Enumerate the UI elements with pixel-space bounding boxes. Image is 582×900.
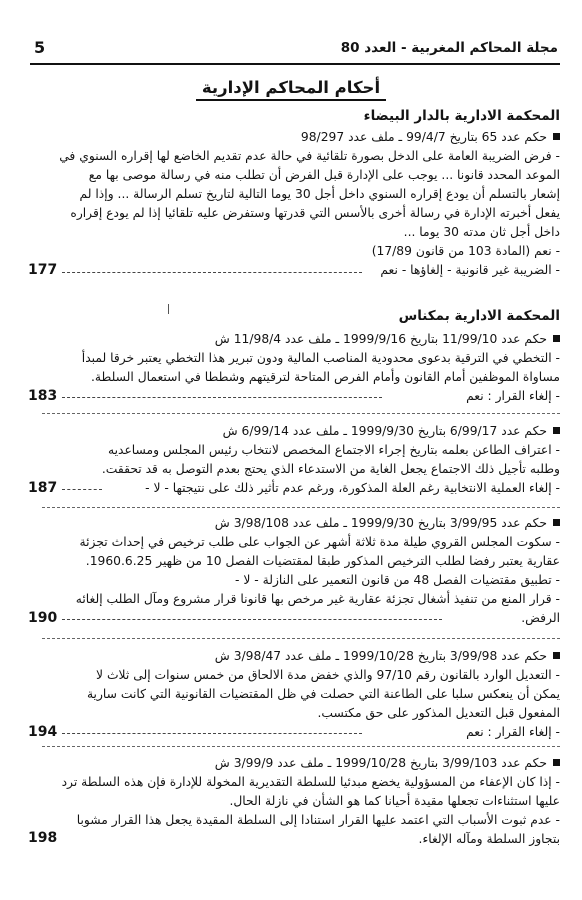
ruling-text: - نعم (المادة 103 من قانون 17/89) [371,244,560,258]
leader-dots [62,397,382,398]
leader-dots [62,272,362,273]
ruling-text: - تطبيق مقتضيات الفصل 48 من قانون التعمير على النازلة - لا - [234,573,560,587]
ruling-text: - الضريبة غير قانونية - إلغاؤها - نعم [380,263,560,277]
ruling-header: حكم عدد 6/99/17 بتاريخ 1999/9/30 ـ ملف عدد 6/99/14 ش [108,422,560,441]
stray-mark [168,304,169,314]
entry-divider [42,746,560,747]
ruling-entry [28,330,560,410]
page-number: 5 [34,38,46,57]
ruling-text: - عدم ثبوت الأسباب التي اعتمد عليها القرار استنادا إلى السلطة المقيدة يجعل هذا القرار مشوبا [76,813,560,827]
ruling-text: يفعل أخبرته الإدارة في رسالة أخرى بالأسس التي قدرتها وستفرض عليه تلقائيا إذا لم يودع إقراره [70,206,560,220]
ruling-text: داخل أجل ثان مدته 30 يوما ... [403,225,560,239]
page-reference: 177 [28,262,58,278]
entry-divider [42,507,560,508]
ruling-entry [28,422,560,502]
ruling-header: حكم عدد 3/99/95 بتاريخ 1999/9/30 ـ ملف عدد 3/98/108 ش [108,514,560,533]
page-reference: 194 [28,724,58,740]
leader-dots [62,489,102,490]
ruling-entry [28,754,560,864]
bullet-icon [553,427,560,434]
entry-divider [42,638,560,639]
bullet-icon [553,652,560,659]
ruling-entry [28,647,560,747]
bullet-icon [553,335,560,342]
ruling-text: إشعار بالتسلم أن يودع إقراره السنوي داخل أجل 30 يوما التالية لتاريخ تسلم الرسالة ... وإذا لم [79,187,560,201]
leader-dots [62,619,442,620]
ruling-text: - إلغاء القرار : نعم [466,725,560,739]
ruling-header: حكم عدد 65 بتاريخ 99/4/7 ـ ملف عدد 98/297 [108,128,560,147]
ruling-header: حكم عدد 11/99/10 بتاريخ 1999/9/16 ـ ملف عدد 11/98/4 ش [108,330,560,349]
bullet-icon [553,133,560,140]
ruling-text: - قرار المنع من تنفيذ أشغال تجزئة عقارية غير مرخص بها قانونا قرار مشروع ومآل الطلب إلغائه [75,592,560,606]
ruling-text: - اعتراف الطاعن بعلمه بتاريخ إجراء الاجتماع المخصص لانتخاب رئيس المجلس ومساعديه [108,443,560,457]
ruling-header: حكم عدد 3/99/98 بتاريخ 1999/10/28 ـ ملف عدد 3/98/47 ش [108,647,560,666]
bullet-icon [553,759,560,766]
page-title: أحكام المحاكم الإدارية [0,78,582,97]
ruling-text: وطلبه تأجيل ذلك الاجتماع يجعل الغاية من الاستدعاء الذي يحتج بعدم التوصل به قد تحققت. [101,462,560,476]
leader-dots [62,733,362,734]
court-heading: المحكمة الادارية بمكناس [398,308,560,324]
ruling-text: - فرض الضريبة العامة على الدخل بصورة تلقائية في حالة عدم تقديم الخاضع لها إقراره السنوي في [59,149,560,163]
ruling-text: عليها استثناءات تجعلها مقيدة أحيانا كما هو الشأن في نازلة الحال. [229,794,560,808]
page-reference: 190 [28,610,58,626]
ruling-header: حكم عدد 3/99/103 بتاريخ 1999/10/28 ـ ملف عدد 3/99/9 ش [108,754,560,773]
ruling-text: - إذا كان الإعفاء من المسؤولية يخضع مبدئيا للسلطة التقديرية المخولة للإدارة فإن هذه السلطة ترد [61,775,560,789]
page-reference: 187 [28,480,58,496]
ruling-entry [28,514,560,632]
ruling-text: - التخطي في الترقية بدعوى محدودية المناصب المالية ودون تبرير هذا التخطي يعتبر خرقا لمبدأ [81,351,560,365]
ruling-text: الرفض. [521,611,560,625]
ruling-text: بتجاوز السلطة ومآله الإلغاء. [418,832,560,846]
page-reference: 198 [28,830,58,846]
page-reference: 183 [28,388,58,404]
journal-title: مجلة المحاكم المغربية - العدد 80 [340,40,558,56]
ruling-text: الموعد المحدد قانونا ... يوجب على الإدارة قبل الفرض أن تطلب منه في رسالة موصى بها مع [88,168,560,182]
header-rule [30,63,560,65]
ruling-text: - سكوت المجلس القروي طيلة مدة ثلاثة أشهر عن الجواب على طلب ترخيص في إحداث تجزئة [79,535,560,549]
ruling-text: المفعول قبل التعديل المذكور على حق مكتسب. [317,706,560,720]
ruling-text: عقارية يعتبر رفضا لطلب الترخيص المذكور طبقا لمقتضيات الفصل 10 من ظهير 1960.6.25. [85,554,560,568]
ruling-text: يمكن أن ينعكس سلبا على الطاعنة التي حصلت في ظل المقتضيات القانونية التي كانت سارية [86,687,560,701]
entry-divider [42,413,560,414]
ruling-entry [28,128,560,298]
ruling-text: - التعديل الوارد بالقانون رقم 97/10 والذي خفض مدة الالحاق من خمس سنوات إلى ثلاث لا [96,668,560,682]
ruling-text: - إلغاء القرار : نعم [466,389,560,403]
bullet-icon [553,519,560,526]
court-heading: المحكمة الادارية بالدار البيضاء [363,108,560,124]
ruling-text: - إلغاء العملية الانتخابية رغم العلة المذكورة، ورغم عدم تأثير ذلك على نتيجتها - لا - [145,481,560,495]
ruling-text: مساواة الموظفين أمام القانون وأمام الفرص المتاحة لترقيتهم وشططا في استعمال السلطة. [91,370,560,384]
page-header [34,40,558,62]
